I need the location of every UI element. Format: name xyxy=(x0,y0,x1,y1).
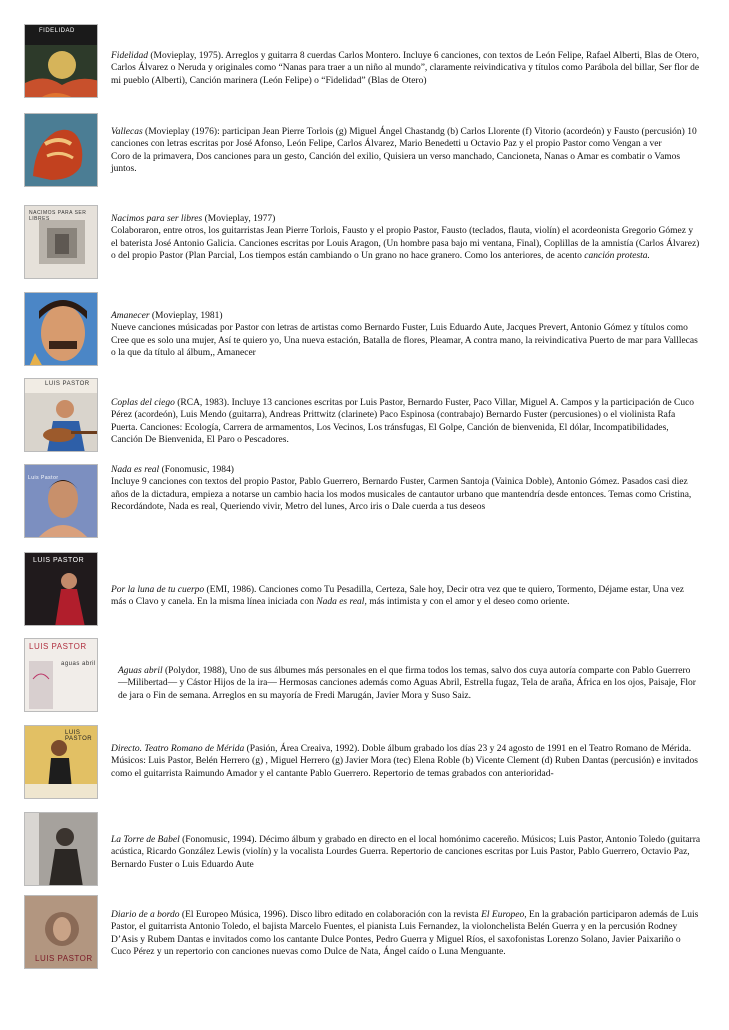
album-title: Por la luna de tu cuerpo xyxy=(111,585,205,595)
album-text: (RCA, 1983). Incluye 13 canciones escritas por Luis Pastor, Bernardo Fuster, Paco Villar, Miguel A. Campos y la participación de Cuco Pérez (acordeón), Luis Mendo (guitarra), Andreas Prittwitz (clarinete) Paco Espinosa (contrabajo) Bernardo Fuster (percusiones) o el violinista Rafa Puerta. Canciones: Ecología, Carrera de armamentos, Los Vecinos, Los tránsfugas, El Golpe, Canción de bienvenida, El dólar, Incompatibilidades, Canción De Bienvenida, El Paro o Pescadores. xyxy=(111,398,695,446)
cover-title: Luis Pastor xyxy=(28,475,59,481)
cover-art xyxy=(25,813,98,886)
cover-subtitle: aguas abril xyxy=(61,661,96,667)
album-text-continued: Incluye 9 canciones con textos del propio Pastor, Pablo Guerrero, Bernardo Fuster, Carmen Santoja (Vainica Doble), Antonio Gómez. Pasados casi diez años de la dictadura, empieza a notarse un cambio hacia los modos musicales de cantautor urbano que mantendría desde entonces. Temas como Cristina, Recordándote, Nada es real, Queriendo vivir, Metro del lunes, Arco iris o Dale cuerda a tus deseos xyxy=(111,477,692,513)
album-cover xyxy=(24,292,98,366)
cover-title: LUIS PASTOR xyxy=(29,642,87,651)
album-cover xyxy=(24,205,98,279)
album-cover xyxy=(24,378,98,452)
album-title: Directo. Teatro Romano de Mérida xyxy=(111,744,245,754)
album-title: Coplas del ciego xyxy=(111,398,175,408)
cover-art xyxy=(25,379,98,452)
album-text-continued: Colaboraron, entre otros, los guitarristas Jean Pierre Torlois, Fausto y el propio Pastor, Fausto (teclados, flauta, violín) el acordeonista Gregorio Gómez y el baterista José Antonio Galicia. Canciones escritas por Louis Aragon, (Un hombre pasa bajo mi ventana, Final), Coplillas de la amnistía (Carlos Álvarez) o del propio Pastor (Plan Parcial, Los tiempos están cambiando o Un grano no hace granero. Como los anteriores, de acento xyxy=(111,226,700,262)
cover-title: NACIMOS PARA SER LIBRES xyxy=(29,210,87,222)
album-text: (Fonomusic, 1994). Décimo álbum y grabado en directo en el local homónimo cacereño. Músicos; Luis Pastor, Antonio Toledo (guitarra acústica, Ricardo González Lewis (violín) y la vocalista Lourdes Guerra. Repertorio de canciones escritas por Luis Pastor, Pablo Guerrero, Octavio Paz, Bernardo Fuster o Luis Eduardo Aute xyxy=(111,835,701,870)
album-cover xyxy=(24,113,98,187)
album-text-continued: Coro de la primavera, Dos canciones para un gesto, Canción del exilio, Quisiera un verso manchado, Cancioneta, Nanas o Amar es combatir o Vamos juntos. xyxy=(111,151,681,175)
album-text: (Polydor, 1988), Uno de sus álbumes más personales en el que firma todos los temas, salvo dos cuya autoría comparte con Pablo Guerrero —Milibertad— y Cástor Hijos de la ira— Hermosas canciones además como Aguas Abril, Estrella fugaz, Tela de araña, África en los ojos, Paisaje, Flor de jara o Fin de semana. Arreglos en su mayoría de Fredi Marugán, Javier Mora y Suso Saiz. xyxy=(118,666,696,701)
album-cover xyxy=(24,895,98,969)
album-cover xyxy=(24,638,98,712)
album-description xyxy=(111,397,701,447)
album-description xyxy=(111,126,701,176)
cover-title: LUIS PASTOR xyxy=(33,557,85,564)
album-description xyxy=(111,743,701,780)
cover-title: LUIS PASTOR xyxy=(45,381,90,387)
album-title: Amanecer xyxy=(111,311,150,321)
album-text: (Movieplay, 1977) xyxy=(202,214,276,224)
album-title: Nacimos para ser libres xyxy=(111,214,203,224)
album-text-after: , En la grabación participaron además de Luis Pastor, el guitarrista Antonio Toledo, el bajista Marcelo Fuentes, el pianista Luis Fernandez, la violonchelista Belén Guerra y en la percusión Rodney D’Asis y Rubem Dantas e invitados como los cantante Dulce Pontes, Pedro Guerra y Miguel Ríos, el saxofonistas Lorenzo Solano, Javier Paixariño o Cuco Pérez y un repertorio con canciones nuevas como Dulce de Nata, Ángel caído o Luna Menguante. xyxy=(111,910,699,958)
album-title: Diario de a bordo xyxy=(111,910,180,920)
album-description xyxy=(111,310,701,360)
album-text-italic: canción protesta. xyxy=(584,251,650,262)
album-title: La Torre de Babel xyxy=(111,835,180,845)
cover-title: FIDELIDAD xyxy=(39,28,75,34)
cover-art xyxy=(25,293,98,366)
cover-art xyxy=(25,25,98,98)
album-description xyxy=(111,584,701,609)
cover-title: LUIS PASTOR xyxy=(65,730,93,742)
album-text: (Movieplay, 1975). Arreglos y guitarra 8 cuerdas Carlos Montero. Incluye 6 canciones, con textos de León Felipe, Rafael Alberti, Blas de Otero, Carlos Álvarez o Neruda y originales como “Nanas para traer a un niño al mundo”, claramente reivindicativa y títulos como Parábola del billar, Ser flor de mi pueblo (Alberti), Canción marinera (León Felipe) o “Fidelidad” (Blas de Otero) xyxy=(111,51,700,86)
album-title: Vallecas xyxy=(111,127,143,137)
cover-title: LUIS PASTOR xyxy=(35,954,93,963)
album-description xyxy=(111,464,701,514)
album-title: Nada es real xyxy=(111,465,160,475)
album-description xyxy=(111,213,701,263)
album-text: (Movieplay (1976): participan Jean Pierre Torlois (g) Miguel Ángel Chastandg (b) Carlos Llorente (f) Vitorio (acordeón) y Fausto (percusión) 10 canciones con letras escritas por José Afonso, León Felipe, Carlos Álvarez, Mario Benedetti u Octavio Paz y el propio Pastor como Vengan a ver xyxy=(111,127,697,150)
album-text-italic: Nada es real, xyxy=(316,597,367,608)
cover-art xyxy=(25,114,98,187)
album-text: (Movieplay, 1981) xyxy=(149,311,223,321)
album-title: Aguas abril xyxy=(118,666,163,676)
album-description xyxy=(111,834,701,871)
album-cover xyxy=(24,24,98,98)
album-cover xyxy=(24,552,98,626)
album-description xyxy=(111,50,701,87)
album-cover xyxy=(24,812,98,886)
album-description xyxy=(111,909,701,959)
album-text-after: más intimista y con el amor y el deseo como oriente. xyxy=(366,597,570,608)
album-title: Fidelidad xyxy=(111,51,148,61)
album-text: (EMI, 1986). Canciones como Tu Pesadilla, Certeza, Sale hoy, Decir otra vez que te quiero, Tormento, Déjame estar, Una vez más o Clavo y canela. En la misma línea iniciada con xyxy=(111,585,685,608)
album-text-continued: Nueve canciones músicadas por Pastor con letras de artistas como Bernardo Fuster, Luis Eduardo Aute, Jacques Prevert, Antonio Gómez y títulos como Cree que es solo una mujer, Así te quiero yo, Una nueva estación, Batalla de flores, Pleamar, A contra mano, la reivindicativa Puerto de mar para Valllecas o la que da título al álbum,, Amanecer xyxy=(111,323,698,359)
album-text-italic: El Europeo xyxy=(481,910,525,920)
album-description xyxy=(118,665,701,702)
album-cover xyxy=(24,725,98,799)
album-text: (Fonomusic, 1984) xyxy=(159,465,234,475)
album-text: (Pasión, Área Creaiva, 1992). Doble álbum grabado los días 23 y 24 agosto de 1991 en el Teatro Romano de Mérida. Músicos: Luis Pastor, Belén Herrero (g) , Miguel Herrero (g) Javier Mora (tec) Elena Roble (b) Vicente Clement (d) Ruben Dantas (percusión) e invitados como el guitarrista Raimundo Amador y el cantante Pablo Guerrero. Repertorio de temas grabados con anterioridad- xyxy=(111,744,698,779)
album-cover xyxy=(24,464,98,538)
album-text: (El Europeo Música, 1996). Disco libro editado en colaboración con la revista xyxy=(179,910,482,920)
